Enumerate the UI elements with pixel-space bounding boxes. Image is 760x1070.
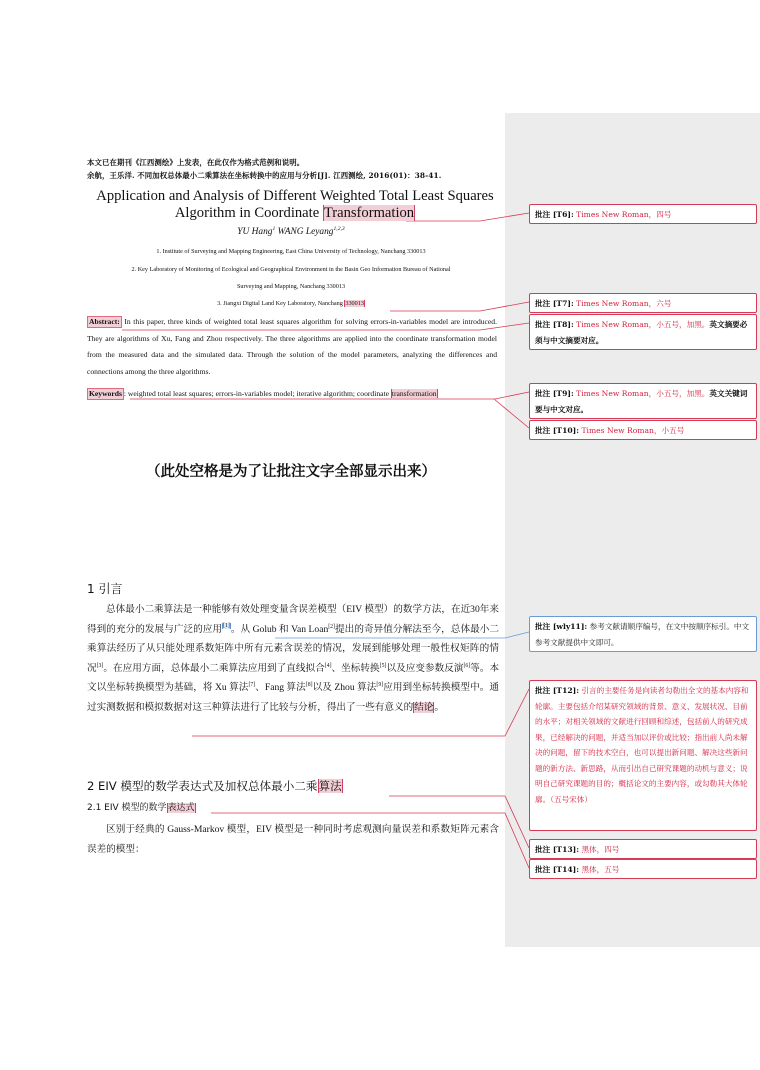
ref-6: [6] [463,662,471,669]
comment-t6[interactable] [529,204,757,224]
intro-text-b: 。从 Golub 和 Van Loan [230,623,329,635]
comment-t7[interactable] [529,293,757,313]
comment-wly11-body: 参考文献请顺序编号，在文中按顺序标引。中文参考文献提供中文即可。 [535,622,750,647]
comment-t14-tag: 批注 [T14]: [535,865,580,874]
ref-4: [4] [324,662,332,669]
intro-text-f: 以及应变参数反演 [386,662,464,674]
paper-title [75,188,515,222]
author-2: WANG Leyang [275,227,334,237]
intro-text-d: 。在应用方面，总体最小二乘算法应用到了直线拟合 [103,662,325,674]
ref-2: [2] [328,623,335,630]
spacer-note: （此处空格是为了让批注文字全部显示出来） [146,463,436,480]
author-2-sup: 1,2,3 [333,225,345,232]
affiliation-3-text: 3. Jiangxi Digital Land Key Laboratory, Nanchang [217,300,345,307]
comment-t9[interactable] [529,383,757,419]
ref-5: [5] [379,662,387,669]
abstract [87,314,497,380]
section-1-paragraph [87,600,499,717]
comment-t9-bold: 英文关键词要与中文对应。 [535,389,748,414]
intro-text-j: 应用到坐标转换模型中。通过实测数据和模拟数据对这三种算法进行了比较与分析，得出了一些有意义的 [87,682,499,713]
title-highlight[interactable]: Transformation [323,205,415,221]
comment-t7-tag: 批注 [T7]: [535,299,574,308]
comment-t14[interactable] [529,859,757,879]
affiliation-2a: 2. Key Laboratory of Monitoring of Ecological and Geographical Environment in the Basin Geo Information Bureau of National [131,266,451,273]
comment-t10[interactable] [529,420,757,440]
ref-8: [8] [305,681,313,688]
ref-7: [7] [248,681,256,688]
comment-wly11[interactable] [529,616,757,652]
abstract-label[interactable]: Abstract: [89,317,120,326]
intro-text-end: 。 [434,701,444,713]
ref-9: [9] [376,681,384,688]
section-2-1-heading [87,800,196,813]
comment-t14-body: 黑体，五号 [579,865,620,874]
comment-t13-tag: 批注 [T13]: [535,845,580,854]
affiliation-2b: Surveying and Mapping, Nanchang 330013 [236,283,346,290]
affiliation-3-highlight[interactable]: 330013 [345,300,364,307]
comment-t8-bold: 英文摘要必须与中文摘要对应。 [535,320,748,345]
comment-t12-tag: 批注 [T12]: [535,686,580,695]
keywords-highlight[interactable]: transformation [391,389,437,398]
comment-t8[interactable] [529,314,757,350]
comment-t10-body: Times New Roman，小五号 [579,426,685,435]
title-line-1: Application and Analysis of Different Weighted Total Least Squares [96,188,494,204]
intro-text-a: 总体最小二乘算法是一种能够有效处理变量含误差模型（EIV 模型）的数学方法，在近30年来得到的充分的发展与广泛的应用 [87,604,499,635]
keywords-text: : weighted total least squares; errors-in-variables model; iterative algorithm; coordinate [123,389,391,398]
comment-t9-tag: 批注 [T9]: [535,389,574,398]
section-2-heading [87,778,343,794]
ref-1[interactable]: [1] [223,623,230,630]
authors [87,227,495,237]
publication-notice: 本文已在期刊《江西测绘》上发表，在此仅作为格式范例和说明。 [87,158,305,167]
section-2-paragraph: 区别于经典的 Gauss-Markov 模型，EIV 模型是一种同时考虑观测向量误差和系数矩阵元素含误差的模型： [87,824,499,855]
keywords [87,386,497,403]
section-2-heading-text: 2 EIV 模型的数学表达式及加权总体最小二乘 [87,779,318,793]
author-1-sup: 1 [272,225,276,232]
section-2-heading-highlight[interactable]: 算法 [318,779,342,793]
ref-3: [3] [96,662,104,669]
title-line-2-text: Algorithm in Coordinate [174,205,323,221]
comment-t12-body: 引言的主要任务是向读者勾勒出全文的基本内容和轮廓。主要包括介绍某研究领域的背景、意义、发展状况、目前的水平；对相关领域的文献进行回顾和综述，包括前人的研究成果，已经解决的问题，并适当加以评价或比较；指出前人尚未解决的问题，留下的技术空白，也可以提出新问题、解决这些新问题的新方法、新思路，从而引出自己研究课题的动机与意义；说明自己研究课题的目的；概括论文的主要内容，或勾勒其大体轮廓。（五号宋体） [535,686,749,804]
affiliation-1: 1. Institute of Surveying and Mapping Engineering, East China University of Technology, Nanchang 330013 [156,248,426,255]
conclusion-highlight[interactable]: 结论 [414,701,434,713]
intro-text-e: 、坐标转换 [331,662,380,674]
comment-wly11-tag: 批注 [wly11]: [535,622,588,631]
comment-t7-body: Times New Roman，六号 [573,299,672,308]
intro-text-c: 提出的奇异值分解法至今，总体最小二乘算法经历了从只能处理系数矩阵中所有元素含误差的情况，发展到能够处理一般性权矩阵的情况 [87,623,500,674]
citation-notice: 余航，王乐洋. 不同加权总体最小二乘算法在坐标转换中的应用与分析[J]. 江西测绘, 2016(01)：38-41. [87,171,442,180]
section-1-heading: 1 引言 [87,582,123,596]
comment-t6-body: Times New Roman，四号 [573,210,672,219]
section-2-1-heading-text: 2.1 EIV 模型的数学 [87,803,167,813]
comment-t9-body: Times New Roman，小五号，加黑。 [573,389,710,398]
section-2-1-heading-highlight[interactable]: 表达式 [167,803,195,813]
comment-t8-body: Times New Roman，小五号，加黑。 [573,320,710,329]
comment-t13-body: 黑体，四号 [579,845,620,854]
intro-text-g: 等。本文以坐标转换模型为基础，将 Xu 算法 [87,662,500,693]
comment-t8-tag: 批注 [T8]: [535,320,574,329]
connector-t10 [494,399,529,428]
intro-text-i: 以及 Zhou 算法 [312,682,377,693]
intro-text-h: 、Fang 算法 [255,682,306,693]
abstract-text: In this paper, three kinds of weighted total least squares algorithm for solving errors-in-variables model are introduced. They are algorithms of Xu, Fang and Zhou respectively. The three algorithms are applied into the coordinate transformation model from the measured data and the simulated data. Through the solution of the model parameters, analyzing the differences and connections among the three algorithms. [87,317,497,376]
title-line-2 [75,205,515,222]
comment-t13[interactable] [529,839,757,859]
keywords-label[interactable]: Keywords [89,389,122,398]
affiliation-3 [87,300,495,307]
author-1: YU Hang [237,227,273,237]
comment-t10-tag: 批注 [T10]: [535,426,580,435]
comment-t6-tag: 批注 [T6]: [535,210,574,219]
comment-t12[interactable] [529,680,757,831]
